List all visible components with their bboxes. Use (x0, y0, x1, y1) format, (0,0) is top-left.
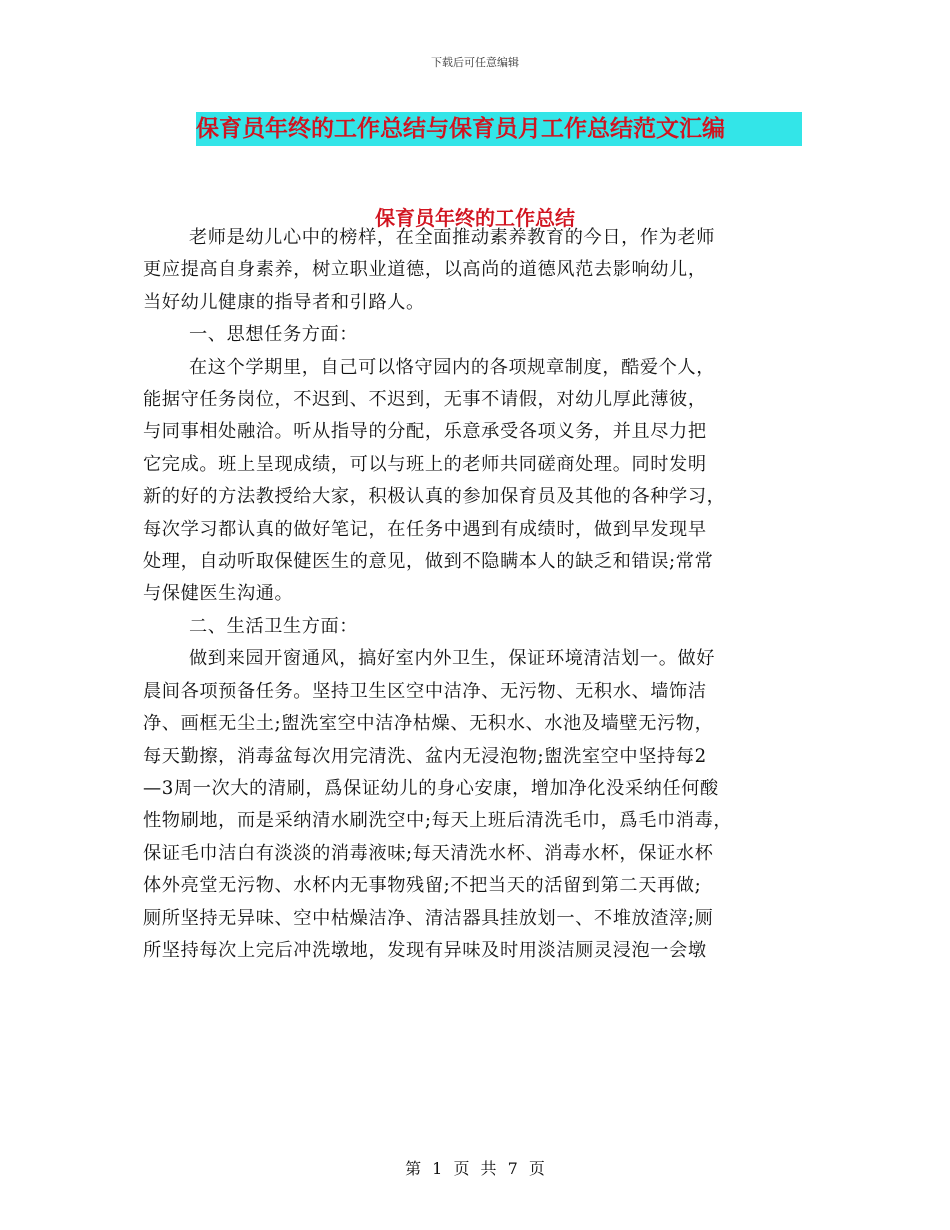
text-line: 处理，自动听取保健医生的意见，做到不隐瞒本人的缺乏和错误;常常 (143, 551, 714, 573)
text-line: 新的好的方法教授给大家，积极认真的参加保育员及其他的各种学习， (143, 486, 726, 508)
text-line: 体外亮堂无污物、水杯内无事物残留;不把当天的活留到第二天再做; (143, 875, 702, 897)
text-line: 晨间各项预备任务。坚持卫生区空中洁净、无污物、无积水、墙饰洁 (143, 680, 707, 702)
page-footer: 第 1 页 共 7 页 (405, 1159, 545, 1178)
text-line: —3周一次大的清刷，爲保证幼儿的身心安康，增加净化没采纳任何酸 (143, 777, 719, 799)
text-line: 更应提高自身素养，树立职业道德，以高尚的道德风范去影响幼儿， (143, 259, 707, 281)
text-line: 厕所坚持无异味、空中枯燥洁净、清洁器具挂放划一、不堆放渣滓;厕 (143, 907, 714, 929)
text-line: 一、思想任务方面： (189, 324, 359, 346)
document-title: 保育员年终的工作总结与保育员月工作总结范文汇编 (196, 112, 802, 146)
text-line: 与同事相处融洽。听从指导的分配，乐意承受各项义务，并且尽力把 (143, 421, 707, 443)
text-line: 老师是幼儿心中的榜样，在全面推动素养教育的今日，作为老师 (189, 227, 716, 248)
text-line: 在这个学期里，自己可以恪守园内的各项规章制度，酷爱个人， (189, 356, 716, 378)
text-line: 它完成。班上呈现成绩，可以与班上的老师共同磋商处理。同时发明 (143, 453, 707, 475)
text-line: 每天勤擦，消毒盆每次用完清洗、盆内无浸泡物;盥洗室空中坚持每2 (143, 745, 707, 767)
text-line: 净、画框无尘土;盥洗室空中洁净枯燥、无积水、水池及墙壁无污物， (143, 713, 714, 735)
text-line: 二、生活卫生方面： (189, 615, 359, 637)
text-line: 每次学习都认真的做好笔记，在任务中遇到有成绩时，做到早发现早 (143, 518, 707, 540)
body-lines (143, 222, 811, 967)
text-line: 当好幼儿健康的指导者和引路人。 (143, 291, 425, 313)
text-line: 性物刷地，而是采纳清水刷洗空中;每天上班后清洗毛巾，爲毛巾消毒， (143, 810, 733, 832)
text-line: 能据守任务岗位，不迟到、不迟到，无事不请假，对幼儿厚此薄彼， (143, 389, 707, 411)
text-line: 保证毛巾洁白有淡淡的消毒液味;每天清洗水杯、消毒水杯，保证水杯 (143, 842, 714, 864)
text-line: 做到来园开窗通风，搞好室内外卫生，保证环境清洁划一。做好 (189, 648, 716, 670)
header-note: 下载后可任意编辑 (431, 56, 519, 69)
text-line: 所坚持每次上完后冲洗墩地，发现有异味及时用淡洁厕灵浸泡一会墩 (143, 939, 707, 961)
body-text (143, 218, 811, 967)
text-line: 与保健医生沟通。 (143, 583, 294, 605)
section-title: 保育员年终的工作总结 (375, 206, 575, 230)
